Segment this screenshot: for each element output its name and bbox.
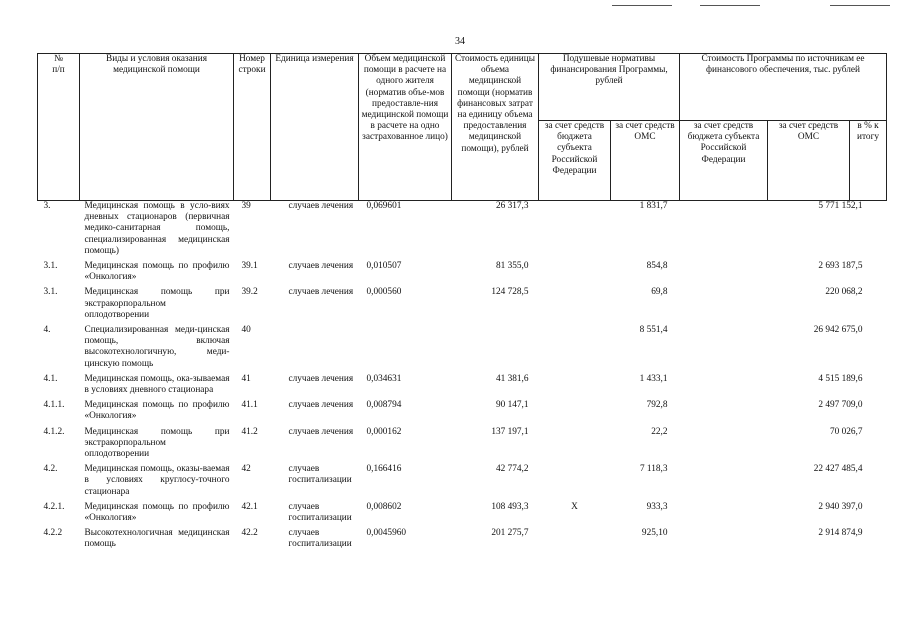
row-per-capita-budget	[539, 324, 611, 373]
row-unit	[271, 324, 359, 373]
row-care-kind: Специализированная меди-цинская помощь, включая высокотехнологичную, меди-цинскую помощь	[84, 325, 230, 369]
top-edge-line-2	[700, 5, 760, 6]
header-num: № п/п	[38, 54, 80, 201]
row-per-capita-budget	[539, 286, 611, 324]
row-num: 4.2.	[43, 464, 58, 475]
row-program-budget	[680, 527, 768, 553]
row-unit: случаев лечения	[288, 261, 354, 272]
row-per-capita-oms: 854,8	[646, 261, 668, 272]
row-care-kind: Медицинская помощь, оказы-ваемая в условиях круглосу-точного стационара	[84, 464, 230, 497]
row-care-kind: Медицинская помощь по профилю «Онкология»	[84, 501, 230, 524]
row-care-kind: Высокотехнологичная медицинская помощь	[84, 528, 230, 550]
row-cost: 26 317,3	[495, 201, 529, 211]
row-line-number: 39.1	[241, 261, 258, 272]
table-row	[38, 260, 887, 286]
row-program-oms: 220 068,2	[825, 287, 863, 298]
header-program-oms: за счет средств ОМС	[768, 121, 850, 201]
row-cost: 201 275,7	[491, 528, 529, 539]
row-cost: 90 147,1	[495, 400, 529, 411]
row-volume: 0,166416	[366, 464, 402, 475]
row-program-oms: 5 771 152,1	[818, 201, 863, 211]
row-program-budget	[680, 373, 768, 399]
row-line-number: 42	[241, 464, 251, 475]
table-row	[38, 286, 887, 324]
row-program-budget	[680, 501, 768, 527]
row-line-number: 39	[241, 201, 251, 211]
row-cost: 137 197,1	[491, 426, 529, 437]
row-cost	[452, 324, 539, 373]
row-program-oms: 22 427 485,4	[813, 464, 863, 475]
header-kind: Виды и условия оказания медицинской помощи	[80, 54, 234, 201]
row-per-capita-budget	[539, 399, 611, 425]
row-program-oms: 26 942 675,0	[813, 325, 863, 336]
row-volume: 0,0045960	[366, 528, 407, 539]
row-per-capita-oms: 925,10	[641, 528, 668, 539]
header-per-capita-oms: за счет средств ОМС	[611, 121, 680, 201]
row-cost: 124 728,5	[491, 287, 529, 298]
table-header	[38, 54, 887, 201]
row-per-capita-oms: 69,8	[651, 287, 668, 298]
row-program-oms: 4 515 189,6	[818, 373, 863, 384]
row-volume: 0,000162	[366, 426, 402, 437]
row-volume	[359, 324, 452, 373]
row-program-oms: 2 693 187,5	[818, 261, 863, 272]
row-line-number: 42.1	[241, 501, 258, 512]
row-care-kind: Медицинская помощь при экстракорпоральном оплодотворении	[84, 287, 230, 320]
row-unit: случаев госпитализации	[288, 528, 352, 550]
table-body	[38, 201, 887, 554]
row-line-number: 41	[241, 373, 251, 384]
row-unit: случаев госпитализации	[288, 501, 352, 524]
program-table	[37, 53, 887, 554]
row-line-number: 41.1	[241, 400, 258, 411]
row-num: 4.1.1.	[43, 400, 65, 411]
table-row	[38, 373, 887, 399]
header-program-cost: Стоимость Программы по источникам ее финансового обеспечения, тыс. рублей	[680, 54, 887, 121]
table-row	[38, 527, 887, 553]
row-num: 3.1.	[43, 287, 58, 298]
row-program-budget	[680, 260, 768, 286]
row-cost: 41 381,6	[495, 373, 529, 384]
row-num: 4.2.2	[43, 528, 63, 539]
row-per-capita-budget	[539, 260, 611, 286]
row-line-number: 41.2	[241, 426, 258, 437]
header-program-budget: за счет средств бюджета субъекта Российской Федерации	[680, 121, 768, 201]
row-num: 3.	[43, 201, 51, 211]
table-row	[38, 426, 887, 464]
top-edge-line-1	[612, 5, 672, 6]
row-volume: 0,069601	[366, 201, 402, 211]
page-number: 34	[455, 36, 465, 47]
table-row	[38, 399, 887, 425]
row-per-capita-budget	[539, 426, 611, 464]
row-program-oms: 2 497 709,0	[818, 400, 863, 411]
row-care-kind: Медицинская помощь по профилю «Онкология»	[84, 261, 230, 283]
top-edge-line-3	[830, 5, 890, 6]
table-row	[38, 201, 887, 261]
header-unit: Единица измерения	[271, 54, 359, 201]
header-per-capita: Подушевые нормативы финансирования Программы, рублей	[539, 54, 680, 121]
table-row	[38, 324, 887, 373]
row-care-kind: Медицинская помощь, ока-зываемая в условиях дневного стационара	[84, 373, 230, 396]
row-unit: случаев лечения	[288, 201, 354, 211]
row-per-capita-oms: 1 433,1	[639, 373, 668, 384]
row-num: 4.1.2.	[43, 426, 65, 437]
row-unit: случаев лечения	[288, 400, 354, 411]
row-per-capita-oms: 1 831,7	[639, 201, 668, 211]
row-volume: 0,008602	[366, 501, 402, 512]
header-per-capita-budget: за счет средств бюджета субъекта Российской Федерации	[539, 121, 611, 201]
row-program-budget	[680, 201, 768, 261]
row-num: 4.2.1.	[43, 501, 65, 512]
row-program-budget	[680, 324, 768, 373]
header-row-number: Номер строки	[234, 54, 271, 201]
header-program-percent: в % к итогу	[850, 121, 887, 201]
row-cost: 42 774,2	[495, 464, 529, 475]
row-care-kind: Медицинская помощь в усло-виях дневных стационаров (первичная медико-санитарная помощь, специализированная медицинская помощь)	[84, 201, 230, 256]
header-volume: Объем медицинской помощи в расчете на одного жителя (норматив объе-мов предоставле-ния медицинской помощи в расчете на одно застрахованное лицо)	[359, 54, 452, 201]
row-cost: 108 493,3	[491, 501, 529, 512]
row-unit: случаев лечения	[288, 373, 354, 384]
row-program-oms: 2 914 874,9	[818, 528, 863, 539]
row-per-capita-oms: 22,2	[651, 426, 668, 437]
row-per-capita-budget	[539, 201, 611, 261]
row-line-number: 40	[241, 325, 251, 336]
row-num: 4.1.	[43, 373, 58, 384]
row-unit: случаев лечения	[288, 426, 354, 437]
table-row	[38, 463, 887, 501]
row-per-capita-oms: 933,3	[646, 501, 668, 512]
row-per-capita-oms: 8 551,4	[639, 325, 668, 336]
row-per-capita-budget: X	[571, 501, 578, 512]
row-volume: 0,010507	[366, 261, 402, 272]
row-volume: 0,000560	[366, 287, 402, 298]
row-program-budget	[680, 426, 768, 464]
table-row	[38, 501, 887, 527]
row-per-capita-oms: 792,8	[646, 400, 668, 411]
row-line-number: 42.2	[241, 528, 258, 539]
row-program-budget	[680, 399, 768, 425]
row-num: 3.1.	[43, 261, 58, 272]
row-line-number: 39.2	[241, 287, 258, 298]
row-unit: случаев госпитализации	[288, 464, 352, 486]
row-per-capita-budget	[539, 463, 611, 501]
row-program-oms: 2 940 397,0	[818, 501, 863, 512]
row-care-kind: Медицинская помощь по профилю «Онкология»	[84, 400, 230, 422]
row-program-budget	[680, 286, 768, 324]
row-num: 4.	[43, 325, 51, 336]
row-per-capita-budget	[539, 527, 611, 553]
row-program-oms: 70 026,7	[829, 426, 863, 437]
row-volume: 0,008794	[366, 400, 402, 411]
row-cost: 81 355,0	[495, 261, 529, 272]
row-unit: случаев лечения	[288, 287, 354, 298]
row-volume: 0,034631	[366, 373, 402, 384]
header-cost-per-unit: Стоимость единицы объема медицинской помощи (норматив финансовых затрат на единицу объема предоставления медицинской помощи), рублей	[452, 54, 539, 201]
row-program-budget	[680, 463, 768, 501]
row-per-capita-budget	[539, 373, 611, 399]
row-care-kind: Медицинская помощь при экстракорпоральном оплодотворении	[84, 426, 230, 460]
row-per-capita-oms: 7 118,3	[639, 464, 668, 475]
